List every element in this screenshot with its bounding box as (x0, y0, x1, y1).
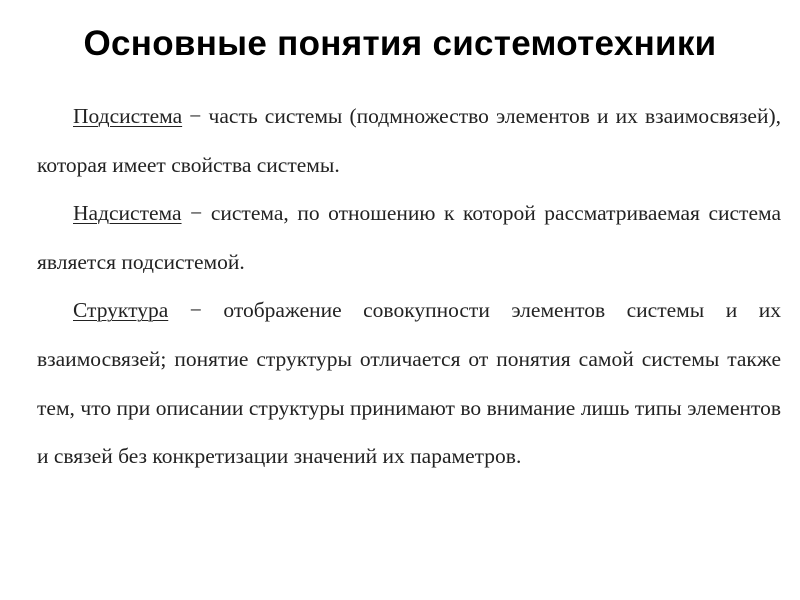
definition-structure-text: − отображение совокупности элементов системы и их взаимосвязей; понятие структуры отличается от понятия самой системы также тем, что при описании структуры принимают во внимание лишь типы элементов и связей без конкретизации значений их параметров. (37, 298, 781, 469)
definition-supersystem-text: − система, по отношению к которой рассматриваемая система является подсистемой. (37, 201, 781, 274)
term-structure: Структура (73, 298, 169, 323)
slide-title: Основные понятия системотехники (83, 24, 717, 63)
definitions-block (37, 92, 781, 481)
definition-subsystem-text: − часть системы (подмножество элементов и их взаимосвязей), которая имеет свойства системы. (37, 104, 781, 177)
definition-supersystem (37, 189, 781, 286)
definition-structure (37, 286, 781, 480)
definition-subsystem (37, 92, 781, 189)
term-supersystem: Надсистема (73, 201, 182, 226)
term-subsystem: Подсистема (73, 104, 183, 128)
